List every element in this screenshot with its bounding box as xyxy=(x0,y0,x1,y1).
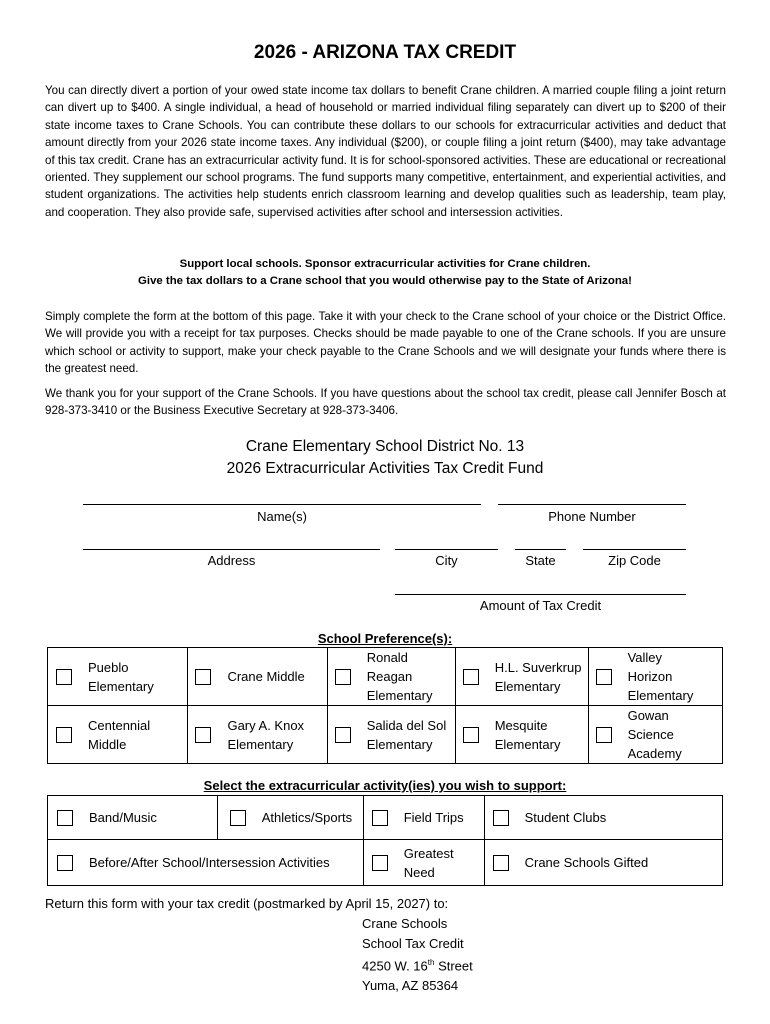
checkbox-icon[interactable] xyxy=(195,669,211,685)
school-option[interactable] xyxy=(455,706,588,764)
activity-label: Band/Music xyxy=(89,810,157,825)
checkbox-icon[interactable] xyxy=(463,727,479,743)
checkbox-icon[interactable] xyxy=(57,810,73,826)
checkbox-icon[interactable] xyxy=(57,855,73,871)
checkbox-icon[interactable] xyxy=(493,855,509,871)
address-label: Address xyxy=(207,553,256,568)
activity-option[interactable] xyxy=(48,796,218,840)
activity-label: Greatest Need xyxy=(403,845,454,880)
return-instructions: Return this form with your tax credit (postmarked by April 15, 2027) to: xyxy=(45,896,449,911)
address-line-4: Yuma, AZ 85364 xyxy=(362,977,459,993)
checkbox-icon[interactable] xyxy=(493,810,509,826)
checkbox-icon[interactable] xyxy=(463,669,479,685)
school-option[interactable] xyxy=(188,648,327,706)
zip-label: Zip Code xyxy=(608,553,661,568)
thanks-paragraph: We thank you for your support of the Crane Schools. If you have questions about the school tax credit, please call Jennifer Bosch at 928-373-3410 or the Business Executive Secretary at 928-373-3406. xyxy=(45,387,726,418)
checkbox-icon[interactable] xyxy=(195,727,211,743)
school-option[interactable] xyxy=(327,706,455,764)
activity-option[interactable] xyxy=(484,840,722,886)
intro-paragraph: You can directly divert a portion of your owed state income tax dollars to benefit Crane children. A married couple filing a joint return can divert up to $400. A single individual, a head of household or married individual filing separately can divert up to $200 of their state income taxes to Crane Schools. You can contribute these dollars to our schools for extracurricular activities and deduct that amount directly from your 2026 state income taxes. Any individual ($200), or couple filing a joint return ($400), may take advantage of this tax credit. Crane has an extracurricular activity fund. It is for school-sponsored activities. These are educational or recreational oriented. They supplement our school programs. The fund supports many competitive, entertainment, and experiential activities, and student organizations. The activities help students enrich classroom learning and develop qualities such as leadership, team play, and cooperation. They also provide safe, supervised activities after school and intersession activities. xyxy=(45,84,726,219)
school-option[interactable] xyxy=(48,706,188,764)
activity-option[interactable] xyxy=(217,796,363,840)
checkbox-icon[interactable] xyxy=(596,727,612,743)
school-label: Gowan Science Academy xyxy=(627,708,682,761)
activity-option[interactable] xyxy=(363,796,484,840)
city-line[interactable] xyxy=(395,549,498,550)
amount-line[interactable] xyxy=(395,594,686,595)
address-line-2: School Tax Credit xyxy=(362,935,464,951)
activity-label: Athletics/Sports xyxy=(261,810,353,825)
state-label: State xyxy=(525,553,556,568)
names-label: Name(s) xyxy=(257,509,307,524)
names-line[interactable] xyxy=(83,504,481,505)
form-title-line-1: Crane Elementary School District No. 13 xyxy=(245,438,525,455)
form-title-line-2: 2026 Extracurricular Activities Tax Credit Fund xyxy=(226,460,544,477)
instructions-paragraph: Simply complete the form at the bottom of this page. Take it with your check to the Crane school of your choice or the District Office. We will provide you with a receipt for tax purposes. Checks should be made payable to one of the Crane schools. If you are unsure which school or activity to support, make your check payable to the Crane Schools and we will designate your funds where there is the greatest need. xyxy=(45,310,726,376)
phone-label: Phone Number xyxy=(548,509,636,524)
slogan-line-2: Give the tax dollars to a Crane school that you would otherwise pay to the State of Arizona! xyxy=(138,275,632,287)
school-option[interactable] xyxy=(188,706,327,764)
street-number: 4250 W. 16 xyxy=(362,958,428,974)
checkbox-icon[interactable] xyxy=(372,810,388,826)
checkbox-icon[interactable] xyxy=(56,669,72,685)
school-preference-heading: School Preference(s): xyxy=(317,631,453,646)
activity-option[interactable] xyxy=(484,796,722,840)
amount-label: Amount of Tax Credit xyxy=(479,598,602,613)
zip-line[interactable] xyxy=(583,549,686,550)
page-title: 2026 - ARIZONA TAX CREDIT xyxy=(253,42,517,63)
school-option[interactable] xyxy=(455,648,588,706)
address-line[interactable] xyxy=(83,549,380,550)
address-line-3 xyxy=(362,953,473,976)
checkbox-icon[interactable] xyxy=(56,727,72,743)
school-option[interactable] xyxy=(588,648,722,706)
school-label: Valley Horizon Elementary xyxy=(627,650,694,703)
checkbox-icon[interactable] xyxy=(596,669,612,685)
activity-label: Field Trips xyxy=(403,810,464,825)
phone-line[interactable] xyxy=(498,504,686,505)
mailing-address xyxy=(362,914,473,995)
school-label: Mesquite Elementary xyxy=(494,717,561,752)
activity-label: Student Clubs xyxy=(524,810,607,825)
checkbox-icon[interactable] xyxy=(372,855,388,871)
activity-label: Crane Schools Gifted xyxy=(524,855,649,870)
school-label: Gary A. Knox Elementary xyxy=(227,717,305,752)
school-label: Crane Middle xyxy=(227,669,305,684)
activity-label: Before/After School/Intersession Activities xyxy=(89,855,330,870)
school-label: H.L. Suverkrup Elementary xyxy=(494,659,582,694)
street-suffix: th xyxy=(427,958,435,967)
checkbox-icon[interactable] xyxy=(230,810,246,826)
school-preference-table xyxy=(47,647,723,764)
school-label: Ronald Reagan Elementary xyxy=(366,650,433,703)
activity-heading: Select the extracurricular activity(ies) you wish to support: xyxy=(203,778,567,793)
checkbox-icon[interactable] xyxy=(335,727,351,743)
school-label: Pueblo Elementary xyxy=(88,659,154,694)
school-label: Salida del Sol Elementary xyxy=(366,717,447,752)
city-label: City xyxy=(435,553,458,568)
slogan-line-1: Support local schools. Sponsor extracurricular activities for Crane children. xyxy=(179,258,591,270)
activity-table xyxy=(47,795,723,886)
address-line-1: Crane Schools xyxy=(362,916,448,931)
school-option[interactable] xyxy=(327,648,455,706)
state-line[interactable] xyxy=(515,549,566,550)
activity-option[interactable] xyxy=(48,840,364,886)
school-label: Centennial Middle xyxy=(88,717,151,752)
school-option[interactable] xyxy=(588,706,722,764)
street-name: Street xyxy=(434,958,473,974)
checkbox-icon[interactable] xyxy=(335,669,351,685)
school-option[interactable] xyxy=(48,648,188,706)
activity-option[interactable] xyxy=(363,840,484,886)
